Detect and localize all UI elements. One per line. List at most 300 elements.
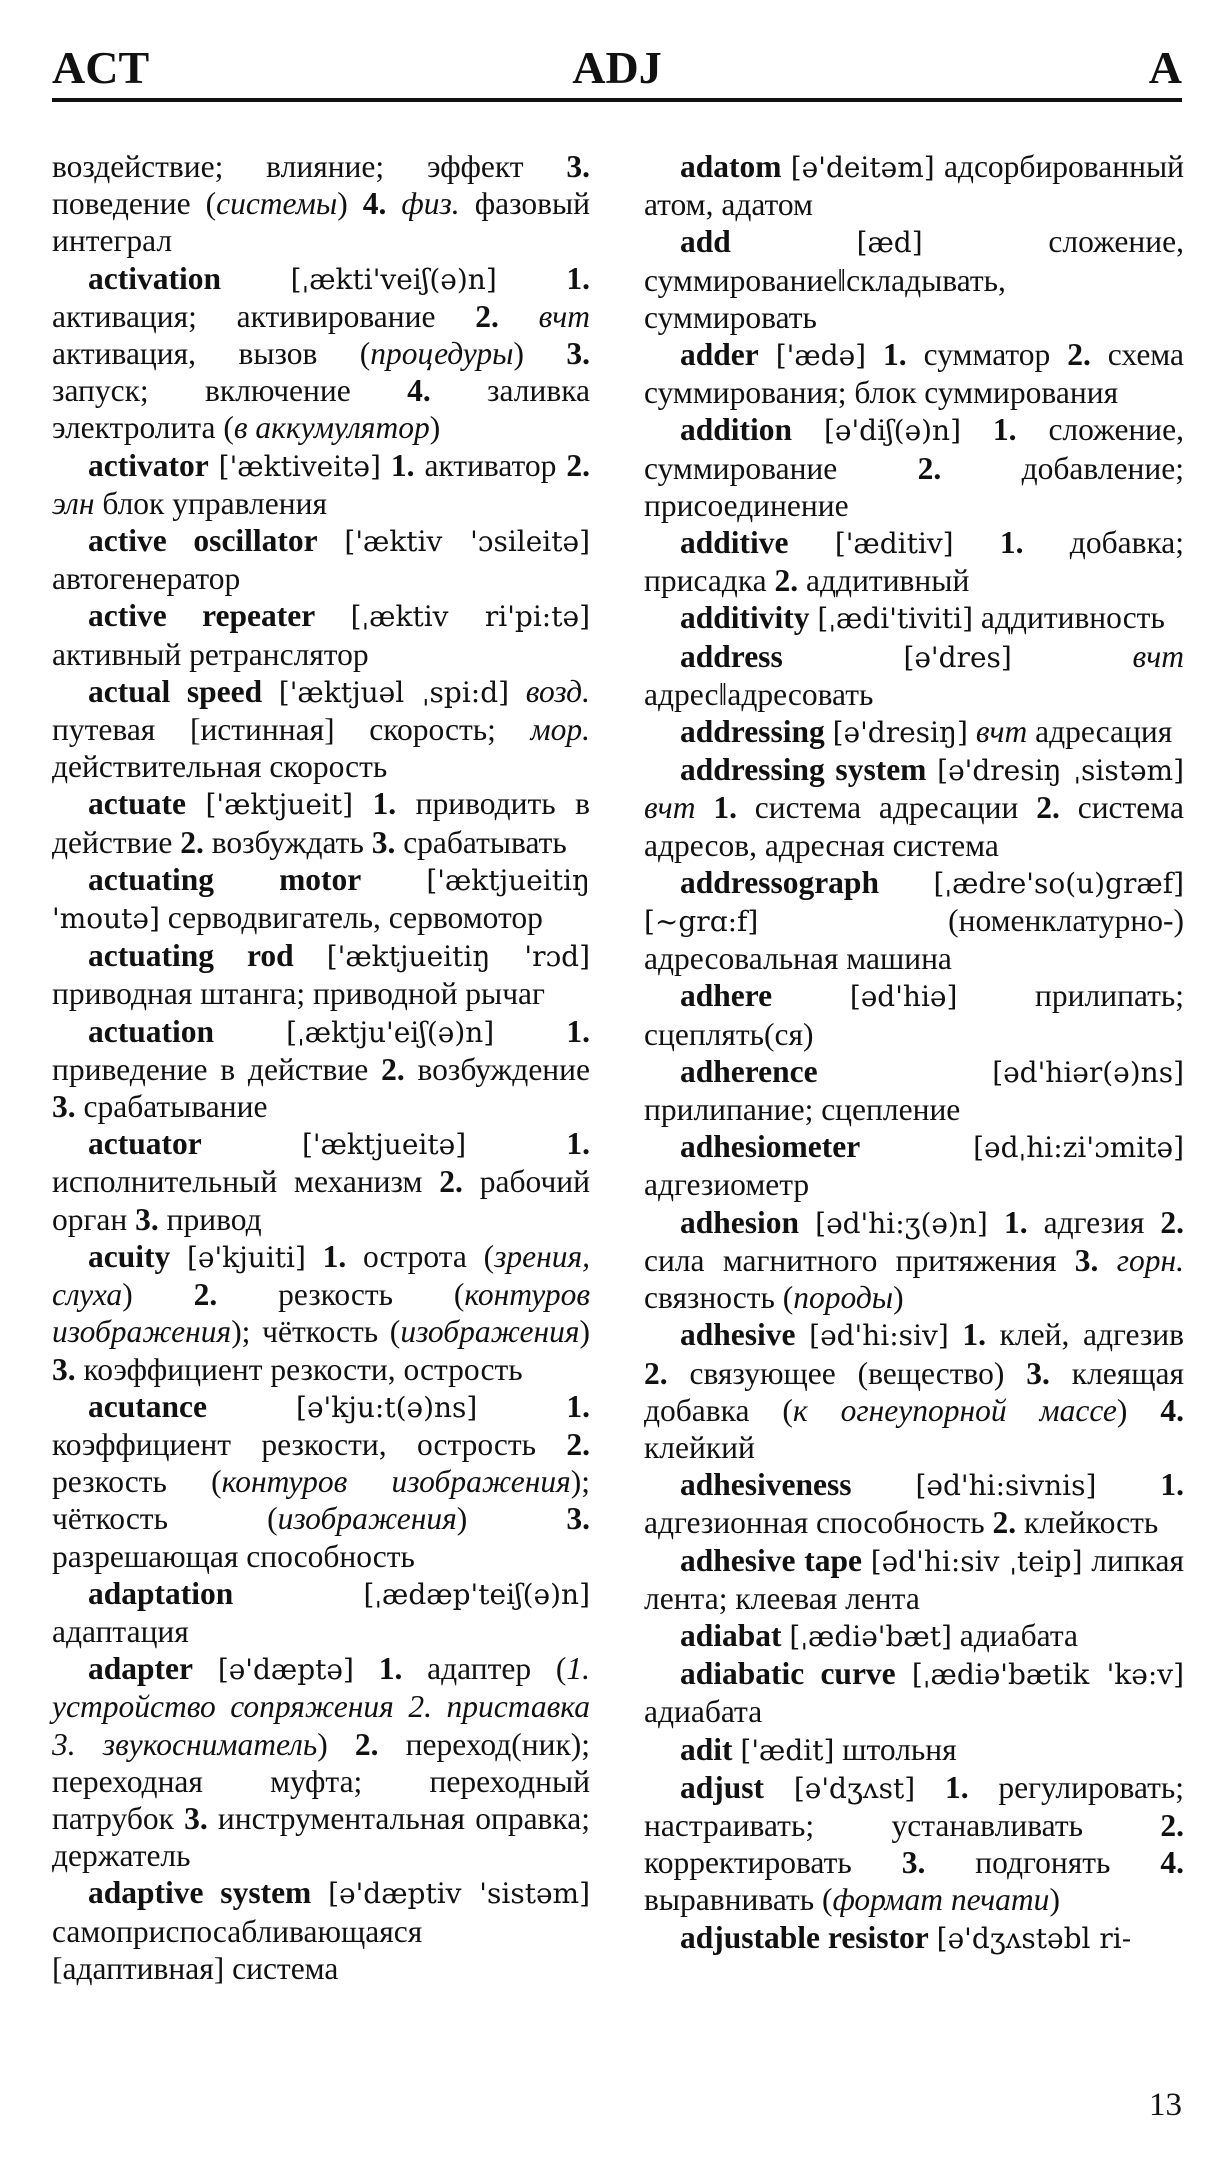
definition-text [731,224,857,259]
definition-text: привод [158,1201,262,1237]
definition-text: путевая [истинная] скорость; [52,712,531,748]
definition-text: ) [337,186,363,222]
definition-text: регулировать; настраивать; устанавливать [644,1769,1184,1843]
headword: acutance [88,1388,207,1424]
definition-text [866,337,883,372]
definition-text: прилипать; сцеплять(ся) [644,978,1185,1052]
definition-text: адиабата [951,1617,1078,1653]
headword: actuating motor [88,861,362,897]
definition-text [860,1129,973,1164]
sense-number: 1. [390,447,415,483]
definition-text: активный ретранслятор [52,636,369,672]
transcription: [ˌædæp'teiʃ(ə)n] [363,1577,590,1611]
definition-text: прилипание; сцепление [644,1092,961,1128]
italic-text: вчт [644,790,696,826]
definition-text: ) [1049,1882,1060,1918]
transcription: [ˌæktiv ri'pi:tə] [350,600,590,634]
definition-text [262,674,279,709]
headword: actuating rod [88,938,294,974]
dictionary-entry [644,1731,1184,1769]
italic-text: зрения, слуха [52,1238,591,1313]
transcription: [əd'hiə] [849,980,958,1014]
transcription: ['æditiv] [834,527,954,561]
dictionary-entry [644,751,1184,864]
sense-number: 4. [407,373,431,409]
italic-text: формат печати [832,1882,1050,1918]
sense-number: 4. [362,186,387,222]
italic-text: возд. [525,673,590,709]
definition-text: адресация [1027,714,1173,750]
transcription: [ə'dæptə] [217,1653,354,1687]
sense-number: 1. [999,525,1024,561]
sense-number: 3. [901,1845,926,1881]
definition-text [466,1126,566,1161]
transcription: [ə'diʃ(ə)n] [823,414,962,448]
sense-number: 2. [1160,1807,1184,1843]
definition-text [170,1239,187,1274]
transcription: ['æktiv 'ɔsileitə] [344,525,591,559]
sense-number: 2. [475,298,499,334]
sense-number: 2. [180,824,204,860]
sense-number: 1. [962,1317,986,1353]
definition-text [209,448,219,483]
dictionary-entry [52,1013,590,1126]
headword: adjustable resistor [680,1919,929,1955]
headword: additive [680,525,789,561]
sense-number: 1. [372,786,397,822]
dictionary-entry [644,223,1184,336]
definition-text [354,1651,379,1686]
definition-text: добавление; присоединение [644,450,1184,523]
definition-text [214,1014,286,1049]
headword: active oscillator [88,523,318,559]
sense-number: 3. [371,824,396,860]
headword: adhesion [680,1204,800,1240]
definition-text: клейкий [644,1429,755,1465]
headword: add [680,224,731,260]
definition-text: возбуждать [203,824,372,860]
definition-text [381,448,391,483]
italic-text: в аккумулятор [233,410,430,446]
transcription: [ə'kju:t(ə)ns] [296,1390,478,1424]
headword: addition [680,412,793,448]
dictionary-entry [52,673,590,786]
headword: adaptive system [88,1875,312,1911]
definition-text: ) [513,336,567,372]
headword: addressograph [680,864,879,900]
sense-number: 1. [566,1388,591,1424]
definition-text: фазовый интеграл [52,186,591,259]
sense-number: 3. [52,1351,76,1387]
definition-text: ) [893,1280,904,1316]
definition-text [862,1543,871,1578]
definition-text: ) [317,1726,355,1762]
sense-number: 1. [1003,1204,1028,1240]
dictionary-entry [52,1125,590,1238]
definition-text: активатор [414,447,567,483]
definition-text [306,1239,323,1274]
transcription: [ə'dresiŋ ˌsistəm] [937,754,1184,788]
dictionary-entry [644,1769,1184,1919]
headword: adit [680,1731,733,1767]
transcription: ['ædit] [740,1733,835,1767]
dictionary-entry [644,1919,1184,1957]
definition-text: ) [1116,1392,1161,1428]
italic-text: физ. [401,186,460,222]
definition-text: адгезиометр [644,1167,810,1203]
definition-text [509,674,526,709]
transcription: [ə'dʒʌstəbl ri- [936,1921,1132,1955]
headword: addressing system [680,752,927,788]
transcription: [əd'hi:siv] [809,1319,949,1353]
definition-text: клей, адгезив [986,1317,1185,1353]
definition-text [782,149,791,184]
definition-text: аддитивность [973,600,1165,636]
sense-number: 1. [992,412,1017,448]
headword: addressing [680,714,825,750]
definition-text [818,1054,993,1089]
definition-text [915,1770,945,1805]
definition-text: резкость ( [52,1464,222,1500]
definition-text [1012,639,1133,674]
sense-number: 1. [378,1651,403,1687]
sense-number: 2. [566,1426,590,1462]
definition-text [988,1205,1004,1240]
header-center-word: ADJ [572,42,662,93]
dictionary-entry [52,937,590,1012]
dictionary-entry [52,1575,590,1650]
definition-text: сумматор [906,337,1068,373]
dictionary-entry [644,599,1184,637]
definition-text [961,412,993,447]
headword: adhesiveness [680,1467,852,1503]
sense-number: 1. [566,1126,590,1162]
transcription: [ə'dres] [903,640,1012,674]
dictionary-entry [644,864,1184,978]
sense-number: 2. [1067,337,1091,373]
italic-text: 1. устройство сопряжения 2. приставка 3. звукосниматель [52,1651,591,1762]
definition-text [852,1467,916,1502]
definition-text: разрешающая способность [52,1538,415,1574]
definition-text [361,862,426,897]
italic-text: контуров изображения [52,1277,590,1350]
definition-text: адгезионная способность [644,1505,993,1541]
italic-text: к огнеупорной массе [792,1392,1117,1428]
transcription: [əd'hi:sivnis] [915,1469,1097,1503]
transcription: [ˌædi'tiviti] [817,602,974,636]
definition-text [477,1389,566,1424]
definition-text: ) [429,410,441,446]
dictionary-entry [644,524,1184,599]
headword: actual speed [88,673,263,709]
definition-text: активация; активирование [52,298,476,334]
definition-text [494,1014,566,1049]
italic-text: изображения [400,1314,580,1350]
sense-number: 1. [944,1769,969,1805]
sense-number: 2. [644,1355,668,1391]
left-column [52,148,590,1987]
definition-text: сила магнитного притяжения [644,1242,1075,1278]
definition-text: приводная штанга; приводной рычаг [52,976,545,1012]
definition-text: действительная скорость [52,749,388,785]
headword: adhesive [680,1317,796,1353]
definition-text: инструментальная оправка; держатель [52,1800,590,1874]
dictionary-entry [644,1655,1184,1730]
transcription: [ˌædiə'bæt] [789,1619,952,1653]
definition-text: адгезия [1027,1204,1161,1240]
italic-text: горн. [1116,1242,1184,1278]
header-first-word: ACT [52,42,150,93]
definition-text [497,261,567,296]
definition-text: сложение, суммирование‖складывать, суммировать [644,224,1184,335]
definition-text: связность ( [644,1280,794,1316]
headword: adder [680,337,759,373]
headword: adiabatic curve [680,1656,896,1692]
definition-text: аддитивный [798,563,970,599]
headword: address [680,638,783,674]
sense-number: 2. [566,447,590,483]
definition-text [954,525,1000,560]
dictionary-entry [52,1874,590,1987]
transcription: [ədˌhi:zi'ɔmitə] [973,1131,1184,1165]
dictionary-entry [644,1617,1184,1655]
headword: activator [88,447,209,483]
definition-text: заливка электролита ( [52,373,590,446]
dictionary-entry [644,336,1184,411]
transcription: ['æktjueit] [205,788,354,822]
entry-continuation [52,148,590,260]
dictionary-entry [52,861,590,937]
dictionary-entry [644,977,1184,1052]
definition-text: воздействие; влияние; эффект [52,149,567,184]
transcription: [æd] [856,226,923,260]
transcription: [ə'dʒʌst] [793,1771,916,1805]
definition-text [311,1875,328,1910]
dictionary-entry [52,447,590,522]
headword: adjust [680,1769,765,1805]
definition-text: срабатывание [75,1089,268,1125]
definition-text: адаптер ( [402,1651,567,1687]
transcription: [ˌædre'so(u)græf] [933,866,1184,900]
headword: adatom [680,149,782,184]
sense-number: 3. [1026,1355,1050,1391]
definition-text: штольня [834,1731,957,1767]
definition-text [825,714,833,749]
dictionary-entry [644,1542,1184,1617]
sense-number: 1. [1160,1467,1184,1503]
dictionary-entry [52,1388,590,1575]
definition-text [315,598,350,633]
headword: actuate [88,786,186,822]
sense-number: 2. [193,1277,218,1313]
header-letter: A [1148,42,1182,93]
transcription: [ə'dresiŋ] [832,716,968,750]
transcription: ['æktjuəl ˌspi:d] [278,675,510,709]
dictionary-entry [644,638,1184,713]
headword: adhesiometer [680,1129,861,1165]
dictionary-entry [52,1238,590,1388]
definition-text [789,525,835,560]
sense-number: 2. [917,450,942,486]
definition-text [695,790,713,825]
italic-text: мор. [530,712,590,748]
italic-text: породы [793,1280,894,1316]
definition-text: липкая лента; клеевая лента [644,1542,1185,1616]
sense-number: 3. [52,1089,76,1125]
definition-text: блок управления [94,485,327,521]
transcription: [ə'deitəm] [790,151,935,184]
dictionary-entry [644,411,1184,524]
definition-text: (номенклатурно-) адресовальная машина [644,903,1184,977]
transcription: ['æktjueitə] [301,1128,467,1162]
definition-text [499,299,539,334]
italic-text: вчт [538,298,591,334]
definition-text: подгонять [925,1845,1161,1881]
definition-text: коэффициент резкости, острость [75,1351,523,1387]
dictionary-entry [52,1650,590,1874]
headword: adiabat [680,1617,782,1653]
transcription: [ə'kjuiti] [186,1240,306,1274]
dictionary-entry [644,1128,1184,1203]
headword: adhere [680,978,773,1014]
definition-text [968,714,976,749]
definition-text: ) [579,1314,590,1350]
headword: actuation [88,1013,214,1049]
definition-text: срабатывать [395,824,567,860]
definition-text: переход(ник); переходная муфта; переходный патрубок [52,1726,590,1836]
definition-text: адсорбированный атом, адатом [644,149,1184,223]
definition-text [896,1656,912,1691]
transcription: [ə'dæptiv 'sistəm] [328,1877,590,1911]
definition-text [207,1389,296,1424]
definition-text: система адресов, адресная система [644,790,1184,863]
headword: active repeater [88,598,316,634]
definition-text: ) [456,1501,567,1537]
italic-text: вчт [1132,638,1184,674]
dictionary-entry [644,713,1184,751]
running-header [52,40,1182,98]
transcription: ['æktjueitiŋ 'moutə] [52,863,590,936]
sense-number: 4. [1160,1392,1184,1428]
sense-number: 2. [1036,790,1060,826]
sense-number: 4. [1160,1845,1184,1881]
definition-text [799,1205,815,1240]
transcription: ['æktjueitiŋ 'rɔd] [326,940,591,974]
sense-number: 2. [354,1726,379,1762]
transcription: ['æktiveitə] [218,449,381,483]
definition-text [221,261,291,296]
headword: adapter [88,1651,193,1687]
definition-text [929,1920,937,1955]
dictionary-entry [644,1204,1184,1317]
sense-number: 3. [566,149,590,184]
definition-text: схема суммирования; блок суммирования [644,337,1184,411]
definition-text: ); чёткость ( [52,1464,590,1537]
definition-text: клейкость [1016,1505,1159,1541]
definition-text [186,786,206,821]
definition-text [1098,1243,1116,1278]
definition-text: корректировать [644,1845,902,1881]
definition-text: коэффициент резкости, острость [52,1426,567,1462]
headword: acuity [88,1238,171,1274]
definition-text [792,412,824,447]
definition-text: ); чёткость ( [231,1314,401,1350]
definition-text [386,186,401,221]
transcription: [əd'hi:siv ˌteip] [870,1544,1083,1578]
italic-text: вчт [975,714,1028,750]
definition-text [879,865,933,900]
transcription: ['ædə] [775,339,867,373]
definition-text [202,1126,302,1161]
sense-number: 1. [883,337,907,373]
definition-text: адиабата [644,1694,763,1730]
sense-number: 3. [1074,1242,1099,1278]
definition-text [233,1576,363,1611]
headword: adaptation [88,1575,234,1611]
definition-text: адрес‖адресовать [644,676,874,712]
sense-number: 3. [184,1800,208,1836]
page-number: 13 [1149,2087,1182,2123]
definition-text: приводить в действие [52,786,591,860]
dictionary-entry [644,1053,1184,1128]
definition-text: добавка; присадка [644,525,1185,599]
dictionary-entry [52,597,590,672]
sense-number: 2. [1160,1204,1185,1240]
header-rule [52,98,1182,102]
definition-text [353,786,373,821]
definition-text [318,523,345,558]
dictionary-entry [52,522,590,597]
dictionary-entry [52,260,590,447]
definition-text: клеящая добавка ( [644,1355,1184,1428]
definition-text: серводвигатель, сервомотор [159,900,543,936]
definition-text [949,1317,963,1352]
sense-number: 2. [439,1164,463,1200]
definition-text: приведение в действие [52,1051,382,1087]
definition-text: резкость ( [217,1277,465,1313]
definition-text [759,337,776,372]
dictionary-entry [52,785,590,860]
definition-text [926,752,937,787]
sense-number: 1. [713,790,737,826]
italic-text: процедуры [370,336,514,372]
sense-number: 3. [135,1201,159,1237]
dictionary-entry [644,1316,1184,1466]
definition-text [772,978,850,1013]
definition-text [294,938,327,973]
right-column [644,148,1184,1957]
definition-text: ) [122,1277,194,1313]
dictionary-entry [644,148,1184,223]
definition-text: адаптация [52,1613,189,1649]
headword: activation [88,260,221,296]
definition-text: активация, вызов ( [52,336,371,372]
definition-text: связующее (вещество) [667,1355,1027,1391]
definition-text: возбуждение [404,1051,591,1087]
headword: additivity [680,600,810,636]
definition-text: поведение ( [52,186,217,222]
transcription: [əd'hi:ʒ(ə)n] [815,1206,988,1240]
transcription: [əd'hiər(ə)ns] [992,1055,1184,1089]
definition-text [1096,1467,1160,1502]
transcription: [ˌæktju'eiʃ(ə)n] [286,1015,495,1049]
sense-number: 1. [566,1013,591,1049]
italic-text: элн [52,485,95,521]
sense-number: 1. [322,1238,347,1274]
definition-text: самоприспосабливающаяся [адаптивная] система [52,1913,423,1986]
transcription: [~grɑ:f] [644,905,759,939]
sense-number: 1. [566,260,590,296]
